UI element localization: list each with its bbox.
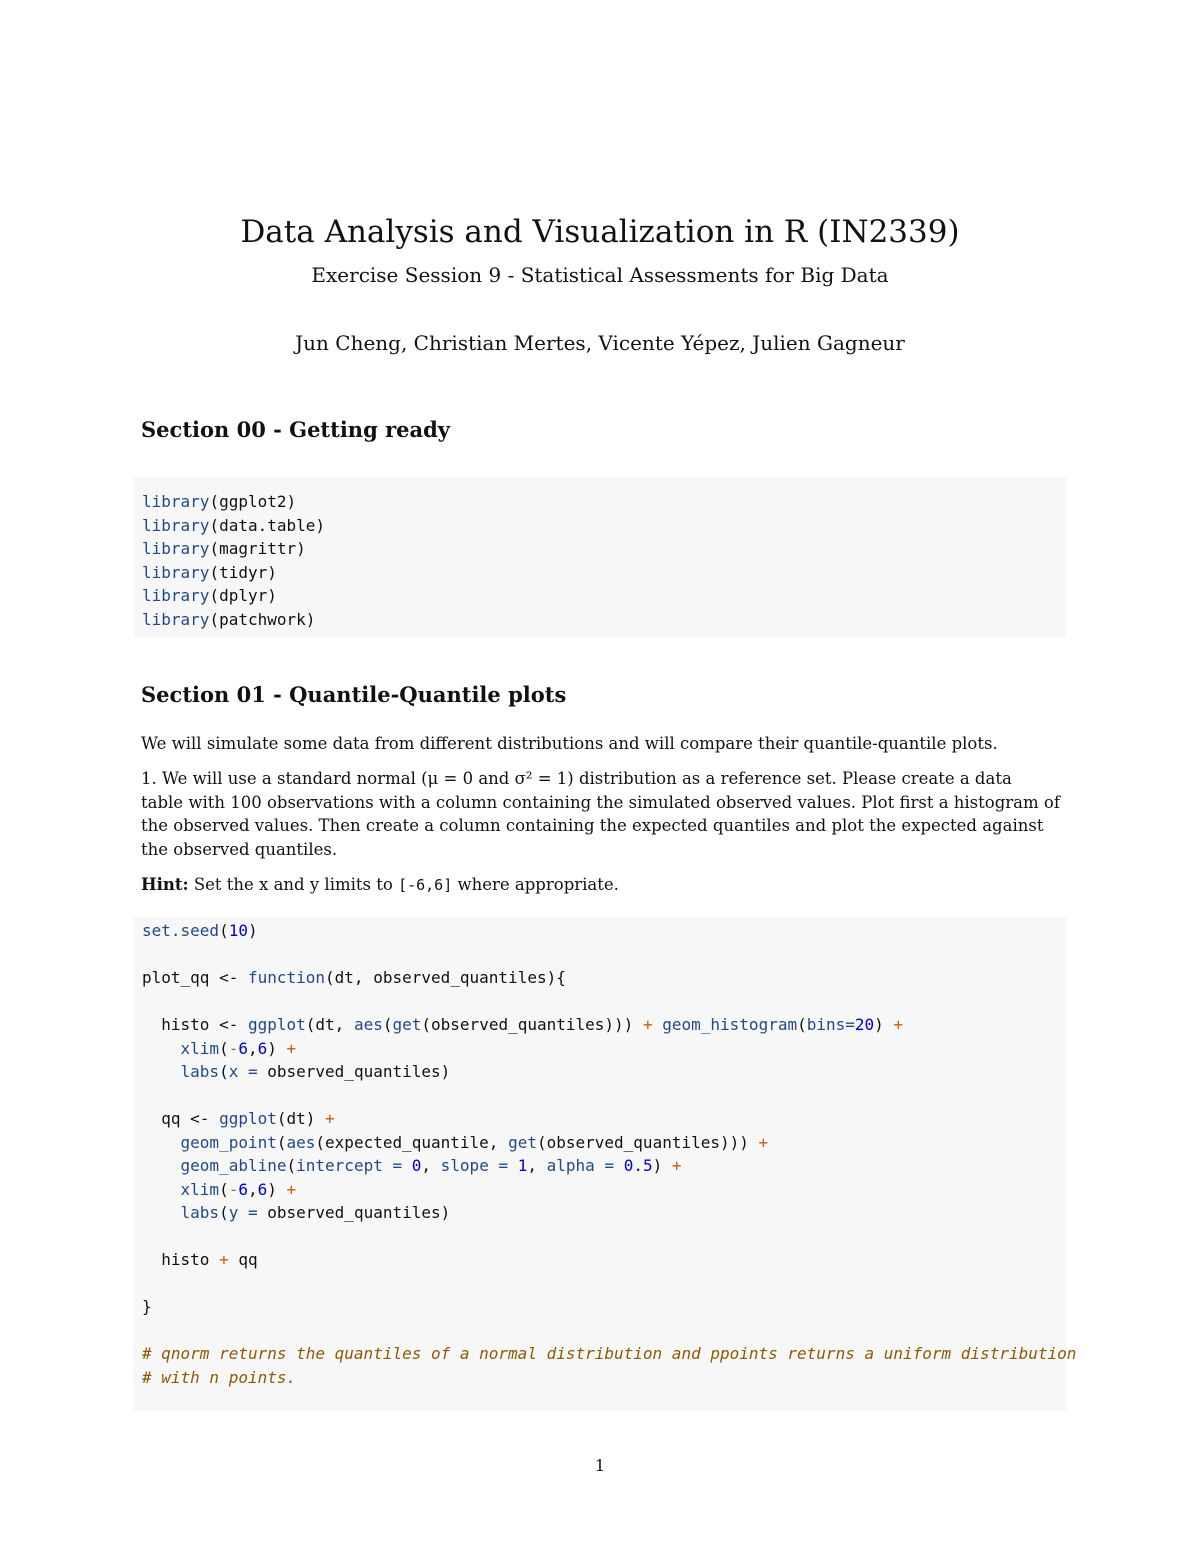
hint-paragraph bbox=[141, 873, 1061, 898]
task-1-line: the observed values. Then create a column containing the expected quantiles and plot the expected against bbox=[141, 816, 1044, 835]
intro-paragraph: We will simulate some data from different distributions and will compare their quantile-quantile plots. bbox=[141, 734, 998, 753]
lib-name: tidyr bbox=[219, 562, 268, 582]
document-title: Data Analysis and Visualization in R (IN2339) bbox=[240, 214, 960, 250]
code-comment: # with n points. bbox=[142, 1367, 297, 1387]
library-code-block bbox=[134, 477, 1066, 637]
task-1-paragraph bbox=[141, 767, 1061, 861]
library-fn: library bbox=[142, 586, 210, 605]
lib-name: ggplot2 bbox=[219, 492, 287, 511]
library-fn: library bbox=[142, 515, 210, 535]
hint-code: [-6,6] bbox=[398, 876, 453, 894]
lib-name: patchwork bbox=[219, 609, 306, 629]
code-comment: # qnorm returns the quantiles of a normal distribution and ppoints returns a uniform distribution bbox=[142, 1344, 1077, 1363]
library-fn: library bbox=[142, 562, 210, 582]
lib-name: dplyr bbox=[219, 586, 268, 605]
plot-qq-code-block bbox=[134, 917, 1077, 1411]
plot-qq-code: set.seed(10) plot_qq <- function(dt, observed_quantiles){ histo <- ggplot(dt, aes(get(observed_quantiles))) + geom_histogram(bins=20) + xlim(-6,6) + labs(x = observed_quantiles) qq <- ggplot(dt) + geom_point(aes(expected_quantile, get(observed_quantiles))) + geom_abline(intercept = 0, slope = 1, alpha = 0.5) + xlim(-6,6) + labs(y = observed_quantiles) histo + qq } # qnorm returns the quantiles of a normal distribution and ppoints returns a uniform distribution # with n points. bbox=[142, 921, 1077, 1387]
library-fn: library bbox=[142, 609, 210, 629]
task-1-line: the observed quantiles. bbox=[141, 839, 338, 859]
task-1-line: 1. We will use a standard normal (μ = 0 and σ² = 1) distribution as a reference set. Please create a data bbox=[141, 769, 1012, 788]
task-1-line: table with 100 observations with a column containing the simulated observed values. Plot first a histogram of bbox=[141, 792, 1060, 812]
section-01-heading: Section 01 - Quantile-Quantile plots bbox=[141, 682, 567, 707]
library-fn: library bbox=[142, 539, 210, 558]
page-number: 1 bbox=[594, 1456, 606, 1475]
hint-tail: where appropriate. bbox=[452, 875, 619, 894]
hint-text: Set the x and y limits to bbox=[188, 875, 399, 894]
lib-name: data.table bbox=[219, 515, 316, 535]
document-subtitle: Exercise Session 9 - Statistical Assessments for Big Data bbox=[311, 263, 889, 287]
library-code: library(ggplot2) library(data.table) library(magrittr) library(tidyr) library(dplyr) library(patchwork) bbox=[142, 492, 326, 629]
document-authors: Jun Cheng, Christian Mertes, Vicente Yépez, Julien Gagneur bbox=[295, 331, 905, 355]
lib-name: magrittr bbox=[219, 539, 297, 558]
hint-label: Hint: bbox=[141, 875, 189, 894]
section-00-heading: Section 00 - Getting ready bbox=[141, 417, 450, 442]
library-fn: library bbox=[142, 492, 210, 511]
